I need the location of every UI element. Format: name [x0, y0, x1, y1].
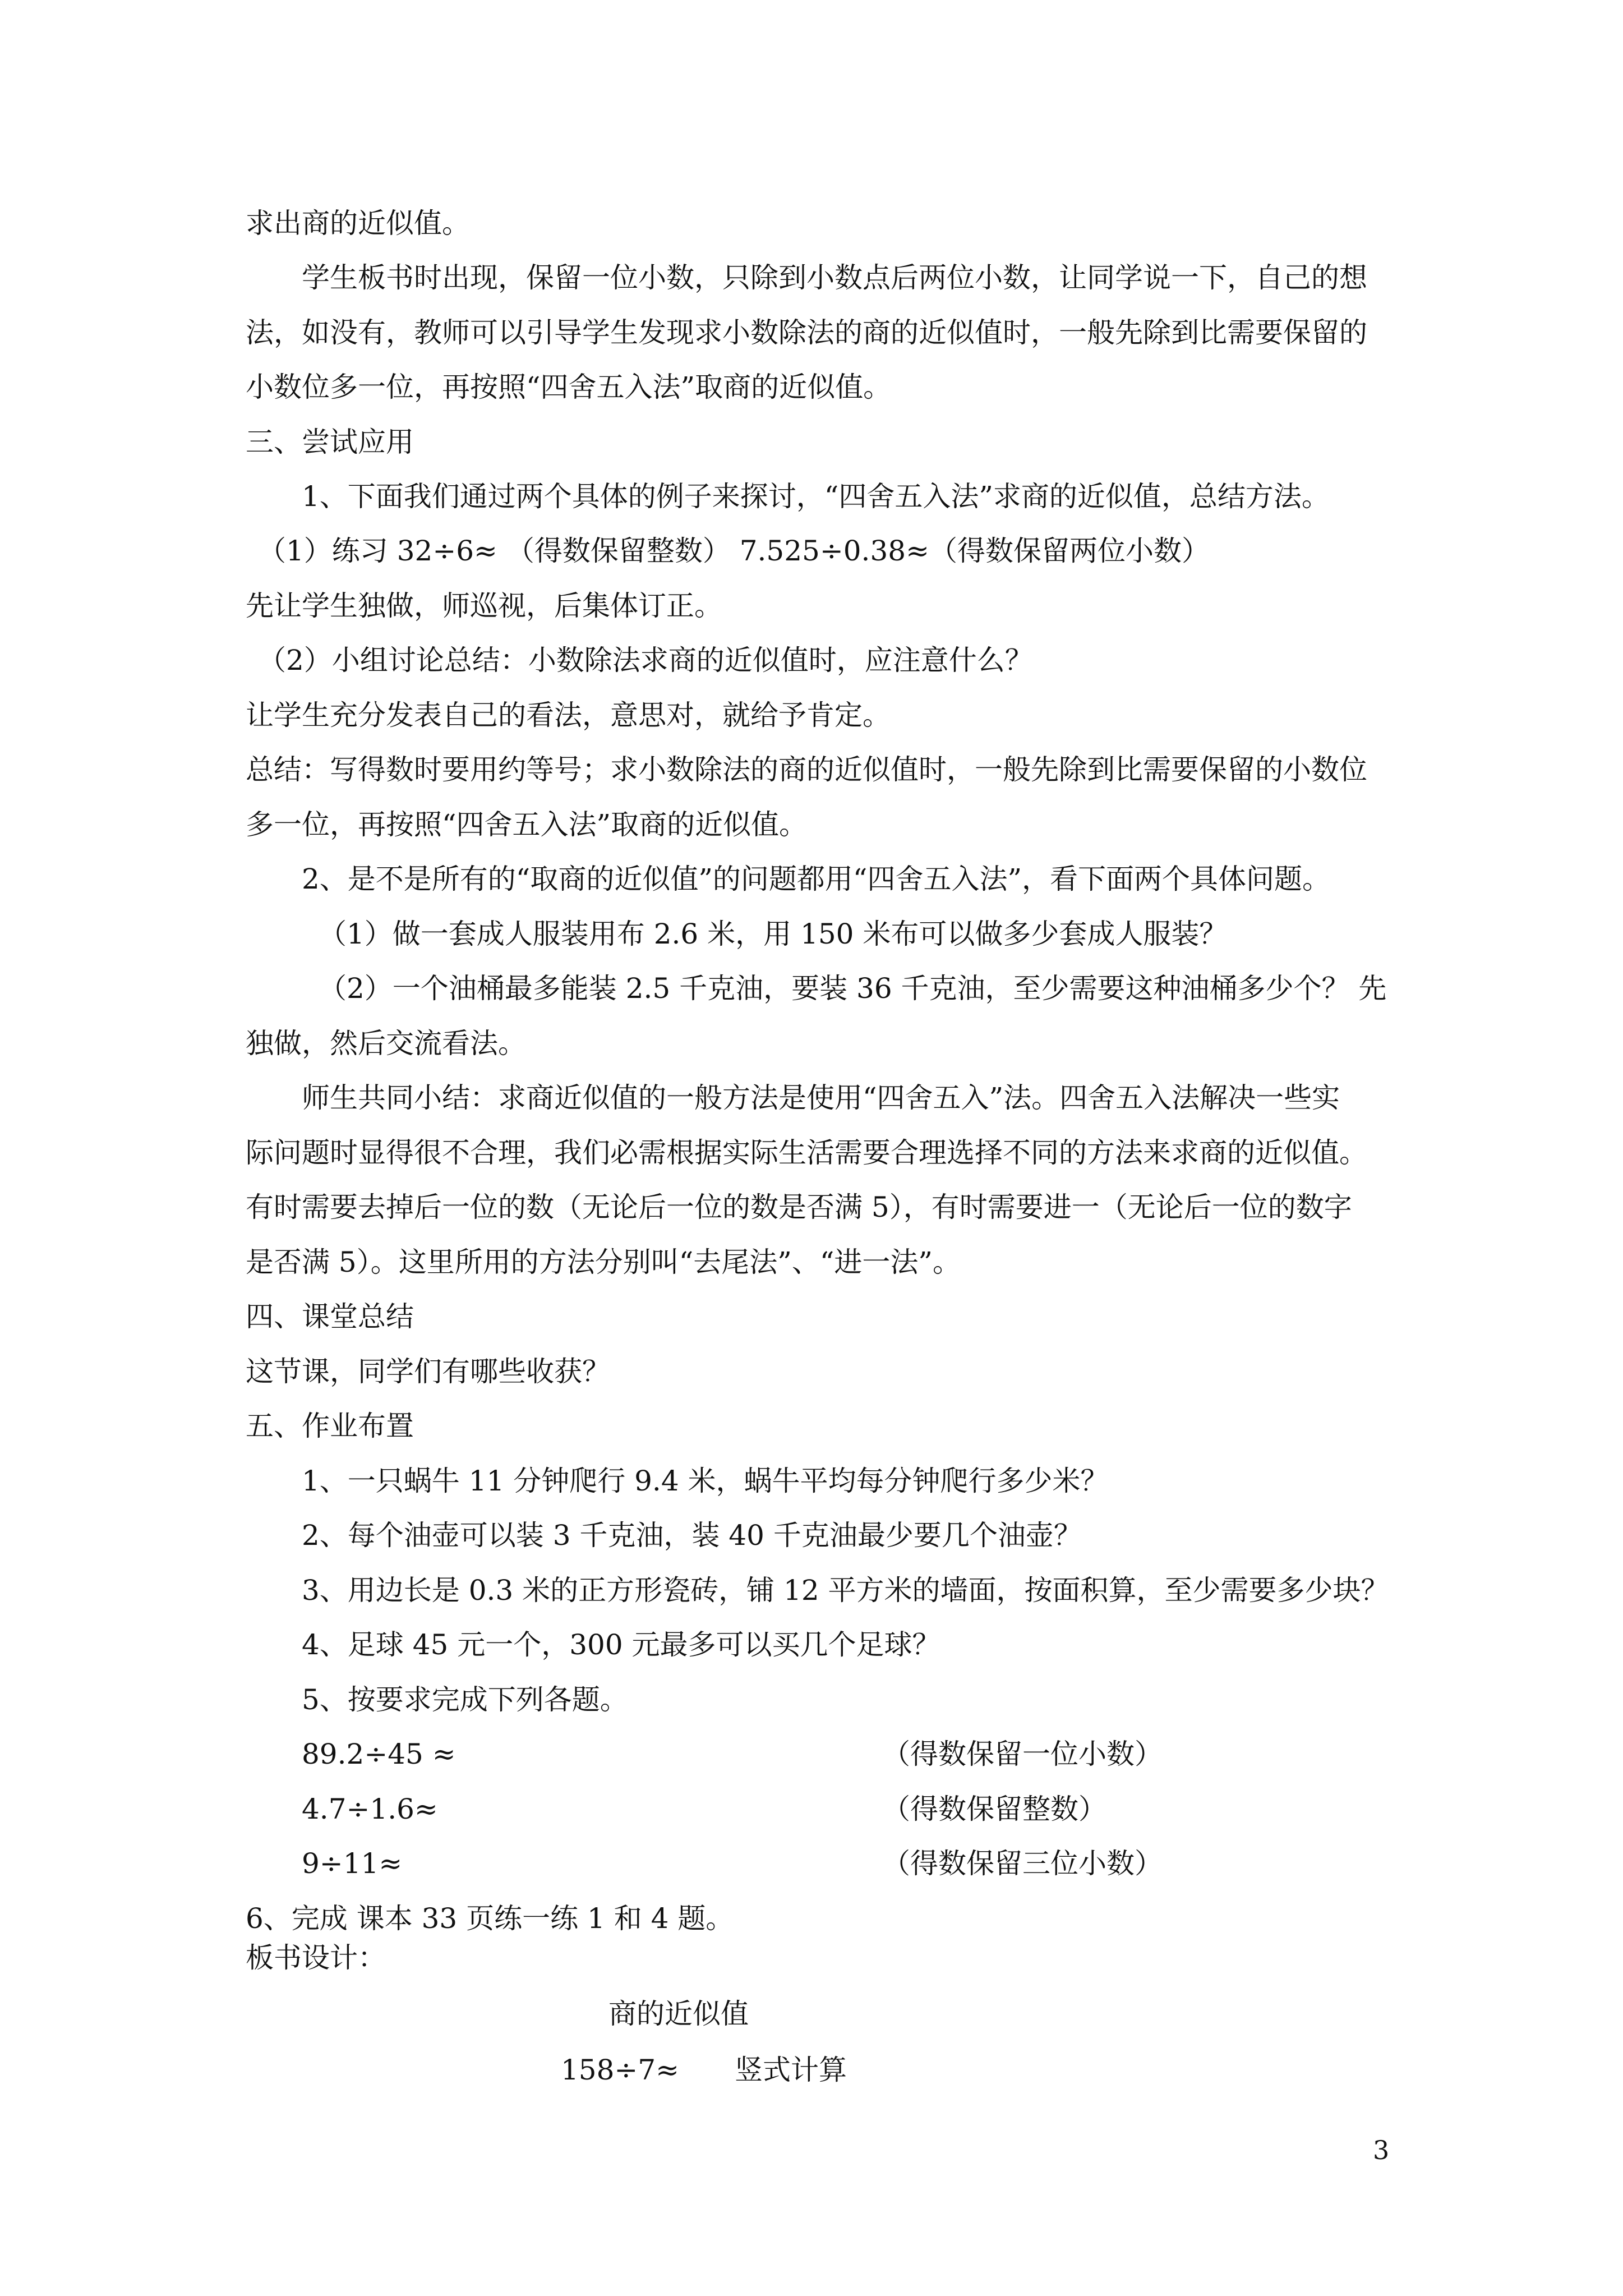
text-line: 1、下面我们通过两个具体的例子来探讨，“四舍五入法”求商的近似值，总结方法。 [302, 480, 1330, 513]
list-item: 4、足球 45 元一个，300 元最多可以买几个足球？ [302, 1628, 940, 1661]
text-line: 际问题时显得很不合理，我们必需根据实际生活需要合理选择不同的方法来求商的近似值。 [246, 1137, 1367, 1169]
text-line: 先让学生独做，师巡视，后集体订正。 [246, 590, 722, 622]
text-line: 独做，然后交流看法。 [246, 1027, 526, 1060]
text-line: 6、完成 课本 33 页练一练 1 和 4 题。 [246, 1902, 734, 1935]
board-method: 竖式计算 [735, 2054, 847, 2086]
exercise-expression: 89.2÷45 ≈ [302, 1738, 456, 1770]
board-expression: 158÷7≈ [561, 2054, 680, 2086]
text-line: 这节课，同学们有哪些收获？ [246, 1355, 610, 1388]
page-number: 3 [1373, 2135, 1390, 2165]
text-line: 有时需要去掉后一位的数（无论后一位的数是否满 5），有时需要进一（无论后一位的数字 [246, 1191, 1352, 1223]
board-row [561, 2053, 847, 2087]
text-line: 让学生充分发表自己的看法，意思对，就给予肯定。 [246, 699, 891, 731]
exercise-expression: 9÷11≈ [302, 1847, 403, 1880]
section-heading: 三、尝试应用 [246, 426, 414, 458]
list-item: 1、一只蜗牛 11 分钟爬行 9.4 米，蜗牛平均每分钟爬行多少米？ [302, 1465, 1109, 1497]
list-item: 2、每个油壶可以装 3 千克油，装 40 千克油最少要几个油壶？ [302, 1519, 1082, 1552]
text-line: 多一位，再按照“四舍五入法”取商的近似值。 [246, 808, 808, 841]
text-line: 法，如没有，教师可以引导学生发现求小数除法的商的近似值时，一般先除到比需要保留的 [246, 316, 1367, 349]
text-line: （1）做一套成人服装用布 2.6 米，用 150 米布可以做多少套成人服装？ [319, 918, 1228, 950]
text-line: 板书设计： [246, 1941, 386, 1974]
list-item: 5、按要求完成下列各题。 [302, 1683, 628, 1716]
text-line: 求出商的近似值。 [246, 207, 470, 240]
text-line: 是否满 5）。这里所用的方法分别叫“去尾法”、“进一法”。 [246, 1246, 961, 1278]
exercise-row [302, 1792, 1106, 1826]
text-line: （1）练习 32÷6≈ （得数保留整数） 7.525÷0.38≈（得数保留两位小数） [258, 535, 1210, 567]
section-heading: 四、课堂总结 [246, 1300, 414, 1333]
text-line: （2）小组讨论总结：小数除法求商的近似值时，应注意什么？ [258, 644, 1033, 677]
exercise-row [302, 1847, 1163, 1880]
text-line: 师生共同小结：求商近似值的一般方法是使用“四舍五入”法。四舍五入法解决一些实 [302, 1082, 1340, 1114]
text-line: （2）一个油桶最多能装 2.5 千克油，要装 36 千克油，至少需要这种油桶多少个？ 先 [319, 972, 1387, 1005]
section-heading: 五、作业布置 [246, 1410, 414, 1442]
text-line: 总结：写得数时要用约等号；求小数除法的商的近似值时，一般先除到比需要保留的小数位 [246, 753, 1367, 786]
exercise-row [302, 1737, 1163, 1771]
exercise-note: （得数保留三位小数） [882, 1847, 1163, 1880]
text-line: 2、是不是所有的“取商的近似值”的问题都用“四舍五入法”，看下面两个具体问题。 [302, 863, 1331, 895]
list-item: 3、用边长是 0.3 米的正方形瓷砖，铺 12 平方米的墙面，按面积算，至少需要多少块？ [302, 1574, 1389, 1607]
text-line: 学生板书时出现，保留一位小数，只除到小数点后两位小数，让同学说一下，自己的想 [302, 261, 1367, 294]
exercise-note: （得数保留整数） [882, 1793, 1106, 1825]
board-title: 商的近似值 [608, 1998, 749, 2030]
exercise-note: （得数保留一位小数） [882, 1738, 1163, 1770]
text-line: 小数位多一位，再按照“四舍五入法”取商的近似值。 [246, 371, 892, 403]
exercise-expression: 4.7÷1.6≈ [302, 1793, 438, 1825]
